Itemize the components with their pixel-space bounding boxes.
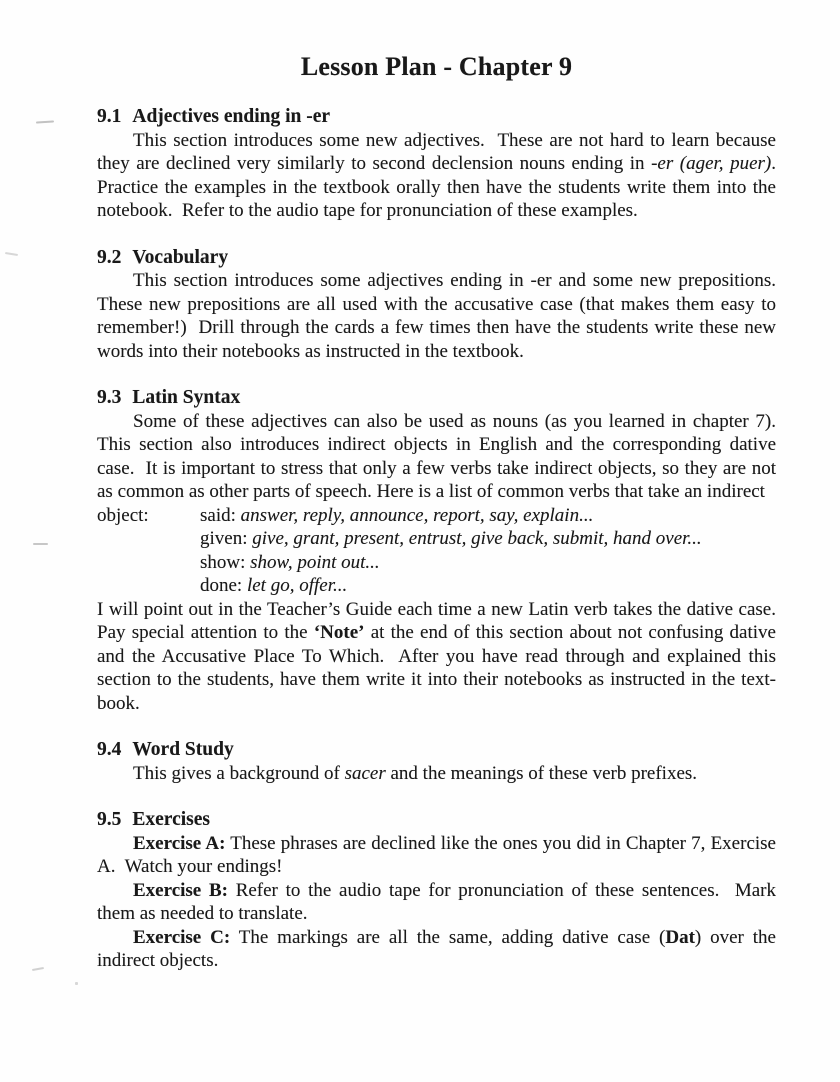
section-9-3 [97,386,776,715]
paragraph-exercise-c: Exercise C: The markings are all the same, adding dative case (Dat) over the indirect objects. [97,926,776,971]
paragraph-9-2: This section introduces some adjectives ending in -er and some new prepositions. These new prepositions are all used with the accusative case (that makes them easy to remember!) Drill through the cards a few times then have the students write these new words into their notebooks as instructed in the textbook. [97,270,776,362]
section-number: 9.5 [97,809,122,830]
section-9-2 [97,246,776,364]
paragraph-9-3-outro: I will point out in the Teacher’s Guide each time a new Latin verb takes the dative case. Pay special attention to the ‘Note’ at the end of this section about not confusing dative and the Accusative Place To Which. After you have read through and explained this section to the students, have them write it into their notebooks as instructed in the textbook. [97,598,776,714]
scan-artifact [32,967,44,971]
paragraph-exercise-a: Exercise A: These phrases are declined like the ones you did in Chapter 7, Exercise A. Watch your endings! [97,832,776,877]
section-number: 9.2 [97,246,122,268]
verb-row-given [200,527,776,551]
scan-artifact [36,120,54,123]
verb-row-done [200,574,776,598]
verb-list [97,504,776,598]
section-9-4-heading [97,738,776,762]
section-9-2-heading [97,246,776,270]
verb-row-text: given: give, grant, present, entrust, give back, submit, hand over... [200,528,702,549]
scan-artifact [33,543,48,545]
section-9-4 [97,738,776,785]
page-title: Lesson Plan - Chapter 9 [300,52,573,81]
paragraph-9-1: This section introduces some new adjectives. These are not hard to learn because they are declined very similarly to second declension nouns ending in -er (ager, puer). Practice the examples in the textbook orally then have the students write them into the notebook. Refer to the audio tape for pronunciation of these examples. [97,129,776,221]
section-number: 9.1 [97,106,122,127]
section-9-3-heading [97,386,776,410]
section-number: 9.4 [97,739,122,760]
verb-row-show [200,551,776,575]
verb-row-said [97,504,776,528]
verb-list-label: object: [97,504,149,526]
paragraph-9-4: This gives a background of sacer and the meanings of these verb prefixes. [133,762,698,784]
section-title: Word Study [132,739,234,760]
section-title: Latin Syntax [132,387,241,408]
section-9-5 [97,808,776,973]
scan-artifact [5,252,18,256]
section-9-5-heading [97,808,776,832]
paragraph-exercise-b: Exercise B: Refer to the audio tape for pronunciation of these sentences. Mark them as needed to translate. [97,879,776,924]
section-9-1 [97,105,776,223]
scan-artifact [75,982,78,985]
section-title: Adjectives ending in -er [132,106,331,127]
section-title: Vocabulary [132,246,229,268]
verb-row-text: show: show, point out... [200,551,380,573]
verb-row-text: said: answer, reply, announce, report, say, explain... [200,504,594,526]
verb-row-text: done: let go, offer... [200,575,348,596]
section-number: 9.3 [97,387,122,408]
section-title: Exercises [132,809,210,830]
section-9-1-heading [97,105,776,129]
paragraph-9-3-intro: Some of these adjectives can also be used as nouns (as you learned in chapter 7). This section also introduces indirect objects in English and the corresponding dative case. It is important to stress that only a few verbs take indirect objects, so they are not as common as other parts of speech. Here is a list of common verbs that take an indirect [97,410,776,502]
